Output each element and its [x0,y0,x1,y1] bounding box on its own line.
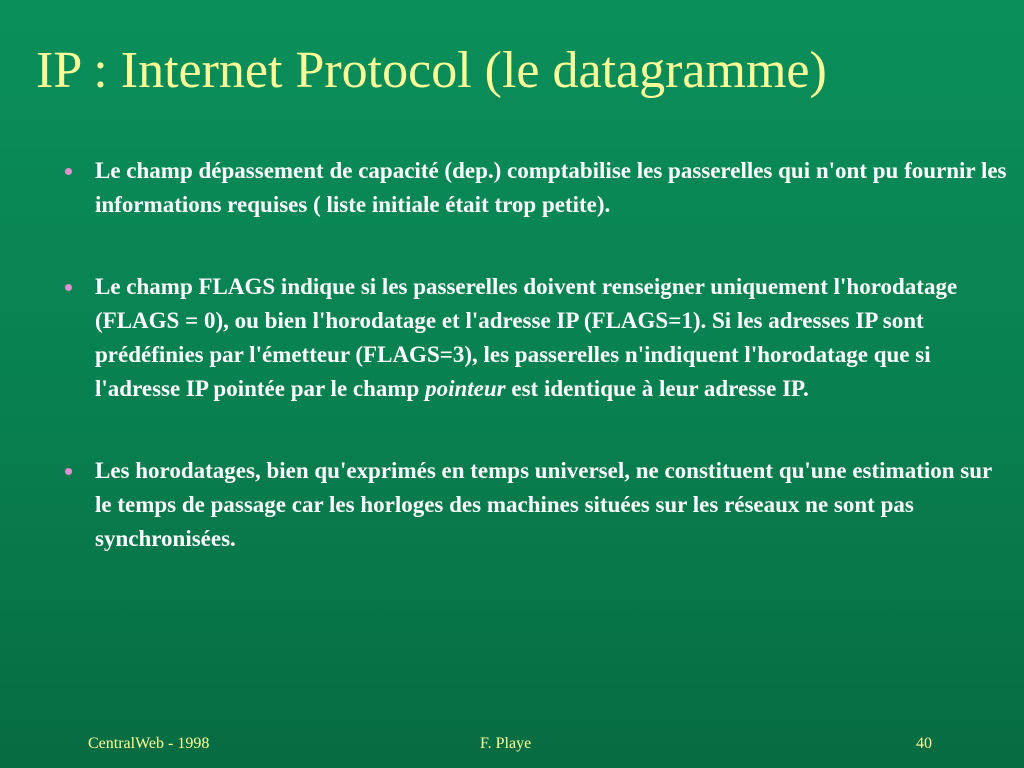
footer-center: F. Playe [480,735,532,752]
bullet-item [62,154,1007,222]
bullet-dot-icon [65,284,72,291]
slide-title: IP : Internet Protocol (le datagramme) [36,42,827,99]
footer-left: CentralWeb - 1998 [88,735,210,752]
bullet-text: est identique à leur adresse IP. [505,376,809,401]
bullet-dot-icon [65,168,72,175]
bullet-text: Le champ dépassement de capacité (dep.) comptabilise les passerelles qui n'ont pu fournir les informations requises ( liste initiale était trop petite). [95,158,1007,217]
bullet-item [62,454,1007,556]
bullet-text: Les horodatages, bien qu'exprimés en temps universel, ne constituent qu'une estimation sur le temps de passage car les horloges des machines situées sur les réseaux ne sont pas synchronisées. [95,458,992,551]
bullet-text: Le champ FLAGS indique si les passerelles doivent renseigner uniquement l'horodatage (FLAGS = 0), ou bien l'horodatage et l'adresse IP (FLAGS=1). Si les adresses IP sont prédéfinies par l'émetteur (FLAGS=3), les passerelles n'indiquent l'horodatage que si l'adresse IP pointée par le champ [95,274,958,401]
emphasis-text: pointeur [425,376,506,401]
bullet-item [62,270,1007,406]
page-number: 40 [916,735,932,752]
bullet-list [62,154,1007,556]
bullet-dot-icon [65,468,72,475]
